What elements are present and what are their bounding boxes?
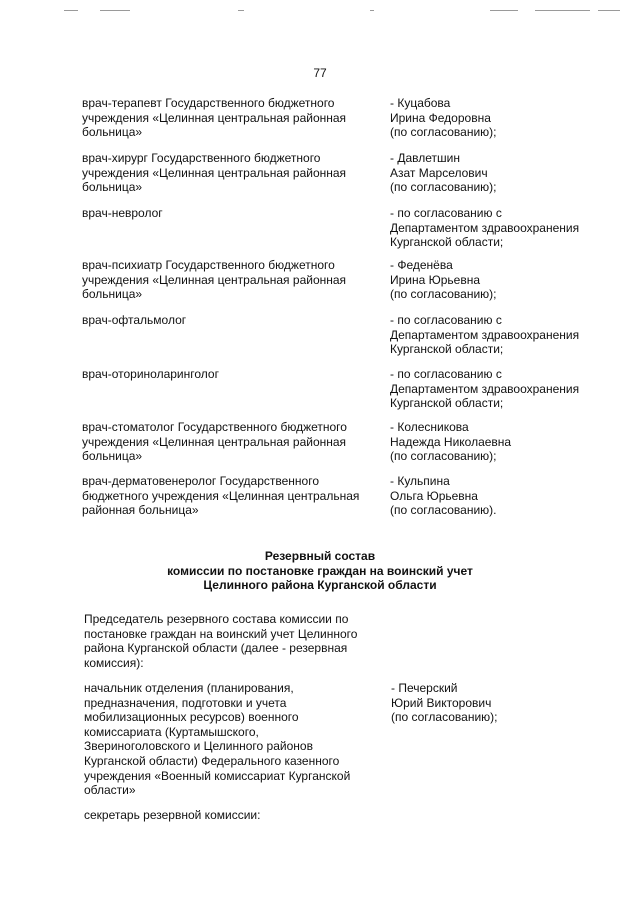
reserve-chief-person: - Печерский Юрий Викторович (по согласованию); bbox=[391, 681, 498, 725]
member-role: врач-стоматолог Государственного бюджетного учреждения «Целинная центральная районная больница» bbox=[82, 420, 347, 464]
member-person: - по согласованию с Департаментом здравоохранения Курганской области; bbox=[390, 367, 580, 411]
reserve-heading-line: комиссии по постановке граждан на воинский учет bbox=[167, 563, 473, 578]
member-role: врач-невролог bbox=[82, 206, 163, 220]
member-person: - Феденёва Ирина Юрьевна (по согласованию); bbox=[390, 258, 497, 302]
member-person: - Колесникова Надежда Николаевна (по согласованию); bbox=[390, 420, 512, 464]
reserve-heading-line: Резервный состав bbox=[264, 549, 376, 563]
member-person: - Кульпина Ольга Юрьевна (по согласованию). bbox=[390, 474, 497, 518]
member-role: врач-дерматовенеролог Государственного бюджетного учреждения «Целинная центральная районная больница» bbox=[82, 474, 360, 518]
member-person: - по согласованию с Департаментом здравоохранения Курганской области; bbox=[390, 206, 580, 250]
member-role: врач-оториноларинголог bbox=[82, 367, 219, 381]
member-person: - Куцабова Ирина Федоровна (по согласованию); bbox=[390, 96, 497, 140]
scan-edge-marks bbox=[0, 0, 640, 20]
reserve-secretary-label: секретарь резервной комиссии: bbox=[84, 808, 261, 822]
member-role: врач-терапевт Государственного бюджетного учреждения «Целинная центральная районная больница» bbox=[82, 96, 347, 140]
reserve-heading bbox=[0, 549, 640, 593]
reserve-chief-role: начальник отделения (планирования, предназначения, подготовки и учета мобилизационных ресурсов) военного комиссариата (Куртамышского, Звериноголовского и Целинного районов Курганской области) Федерального казенного учреждения «Военный комиссариат Курганской области» bbox=[84, 681, 351, 798]
member-role: врач-психиатр Государственного бюджетного учреждения «Целинная центральная районная больница» bbox=[82, 258, 347, 302]
reserve-chairman-label: Председатель резервного состава комиссии по постановке граждан на воинский учет Целинного района Курганской области (далее - резервная комиссия): bbox=[84, 612, 358, 670]
page-number: 77 bbox=[313, 66, 327, 80]
member-role: врач-офтальмолог bbox=[82, 313, 187, 327]
member-person: - по согласованию с Департаментом здравоохранения Курганской области; bbox=[390, 313, 580, 357]
member-role: врач-хирург Государственного бюджетного учреждения «Целинная центральная районная больница» bbox=[82, 151, 347, 195]
member-person: - Давлетшин Азат Марселович (по согласованию); bbox=[390, 151, 497, 195]
reserve-heading-line: Целинного района Курганской области bbox=[203, 578, 437, 593]
